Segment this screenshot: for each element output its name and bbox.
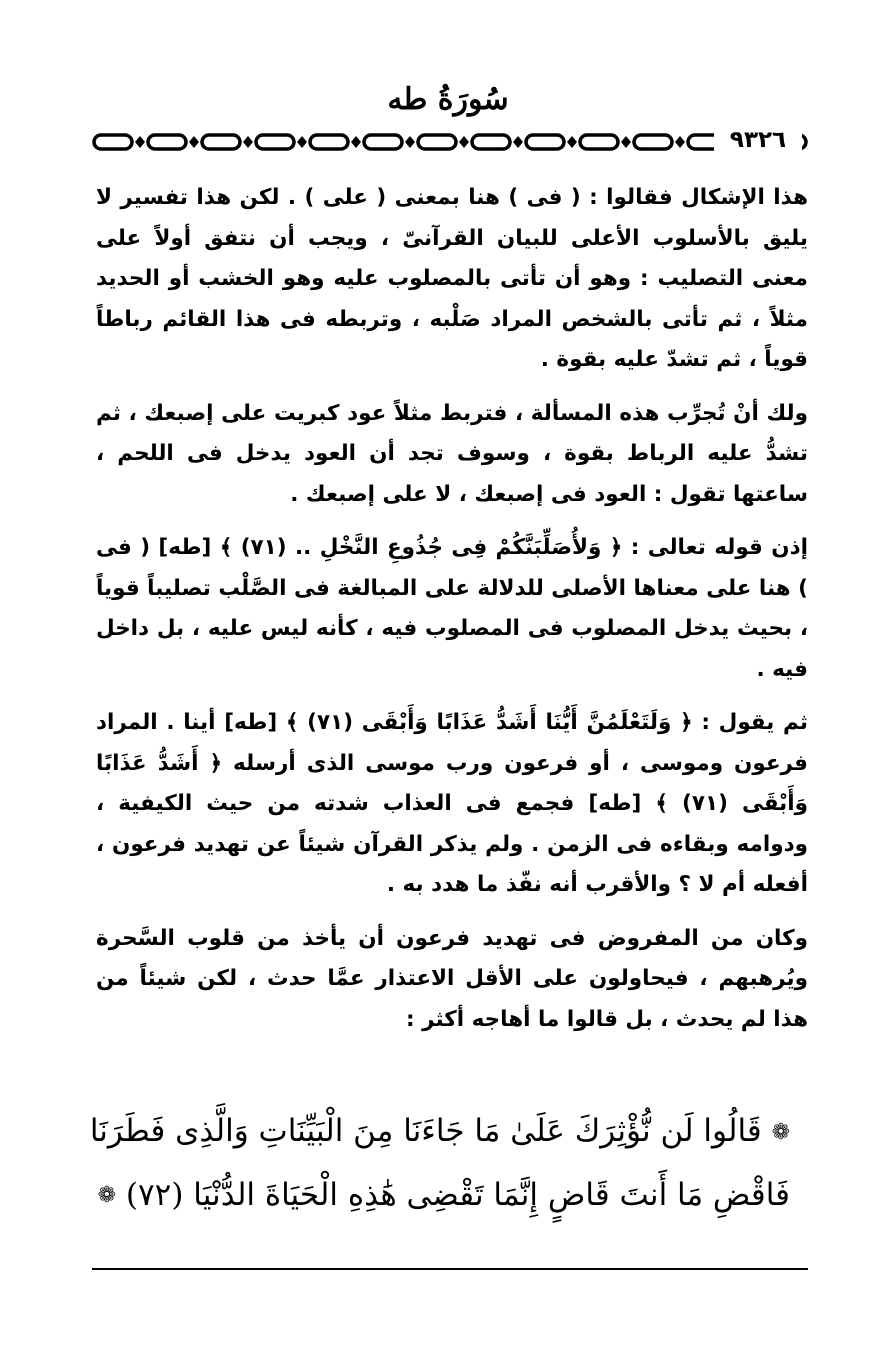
quran-verse-line-1 <box>89 1100 790 1164</box>
quran-bracket-ornament-icon: ❁ <box>771 1119 790 1145</box>
quran-verse-text: فَاقْضِ مَا أَنتَ قَاضٍ إِنَّمَا تَقْضِى هَٰذِهِ الْحَيَاةَ الدُّنْيَا (٧٢) <box>125 1176 790 1213</box>
decorative-chain-rule <box>92 130 810 154</box>
paragraph: إذن قوله تعالى : ﴿ وَلأُصَلِّبَنَّكُمْ فِى جُذُوعِ النَّخْلِ .. (٧١) ﴾ [طه] ( فى ) هنا على معناها الأصلى للدلالة على المبالغة فى الصَّلْب تصليباً قوياً ، بحيث يدخل المصلوب فى المصلوب فيه ، كأنه ليس عليه ، بل داخل فيه . <box>95 535 809 682</box>
quran-verse-text: قَالُوا لَن نُّؤْثِرَكَ عَلَىٰ مَا جَاءَنَا مِنَ الْبَيِّنَاتِ وَالَّذِى فَطَرَنَا <box>89 1113 762 1149</box>
quran-verse-line-2 <box>97 1164 790 1228</box>
paragraph: هذا الإشكال فقالوا : ( فى ) هنا بمعنى ( على ) . لكن هذا تفسير لا يليق بالأسلوب الأعلى للبيان القرآنىّ ، ويجب أن نتفق أولاً على معنى التصليب : وهو أن تأتى بالمصلوب عليه وهو الخشب أو الحديد مثلاً ، ثم تأتى بالشخص المراد صَلْبه ، وتربطه فى هذا القائم رباطاً قوياً ، ثم تشدّ عليه بقوة . <box>96 185 808 372</box>
surah-title: سُورَةُ طه <box>387 82 509 117</box>
quran-bracket-ornament-icon: ❁ <box>97 1183 117 1208</box>
commentary-text <box>96 178 808 1053</box>
page-number: ٩٣٢٦ <box>714 122 802 158</box>
quran-verse-block <box>89 1100 790 1227</box>
footer-rule <box>92 1268 808 1270</box>
paragraph: وكان من المفروض فى تهديد فرعون أن يأخذ من قلوب السَّحرة ويُرهبهم ، فيحاولون على الأقل الاعتذار عمَّا حدث ، لكن شيئاً من هذا لم يحدث ، بل قالوا ما أهاجه أكثر : <box>96 925 808 1032</box>
paragraph: ولك أنْ تُجرِّب هذه المسألة ، فتربط مثلاً عود كبريت على إصبعك ، ثم تشدُّ عليه الرباط بقوة ، وسوف تجد أن العود يدخل فى اللحم ، ساعتها تقول : العود فى إصبعك ، لا على إصبعك . <box>96 400 808 507</box>
paragraph: ثم يقول : ﴿ وَلَتَعْلَمُنَّ أَيُّنَا أَشَدُّ عَذَابًا وَأَبْقَى (٧١) ﴾ [طه] أينا . المراد فرعون وموسى ، أو فرعون ورب موسى الذى أرسله ﴿ أَشَدُّ عَذَابًا وَأَبْقَى (٧١) ﴾ [طه] فجمع فى العذاب شدته من حيث الكيفية ، ودوامه وبقاءه فى الزمن . ولم يذكر القرآن شيئاً عن تهديد فرعون ، أفعله أم لا ؟ والأقرب أنه نفّذ ما هدد به . <box>96 710 808 897</box>
